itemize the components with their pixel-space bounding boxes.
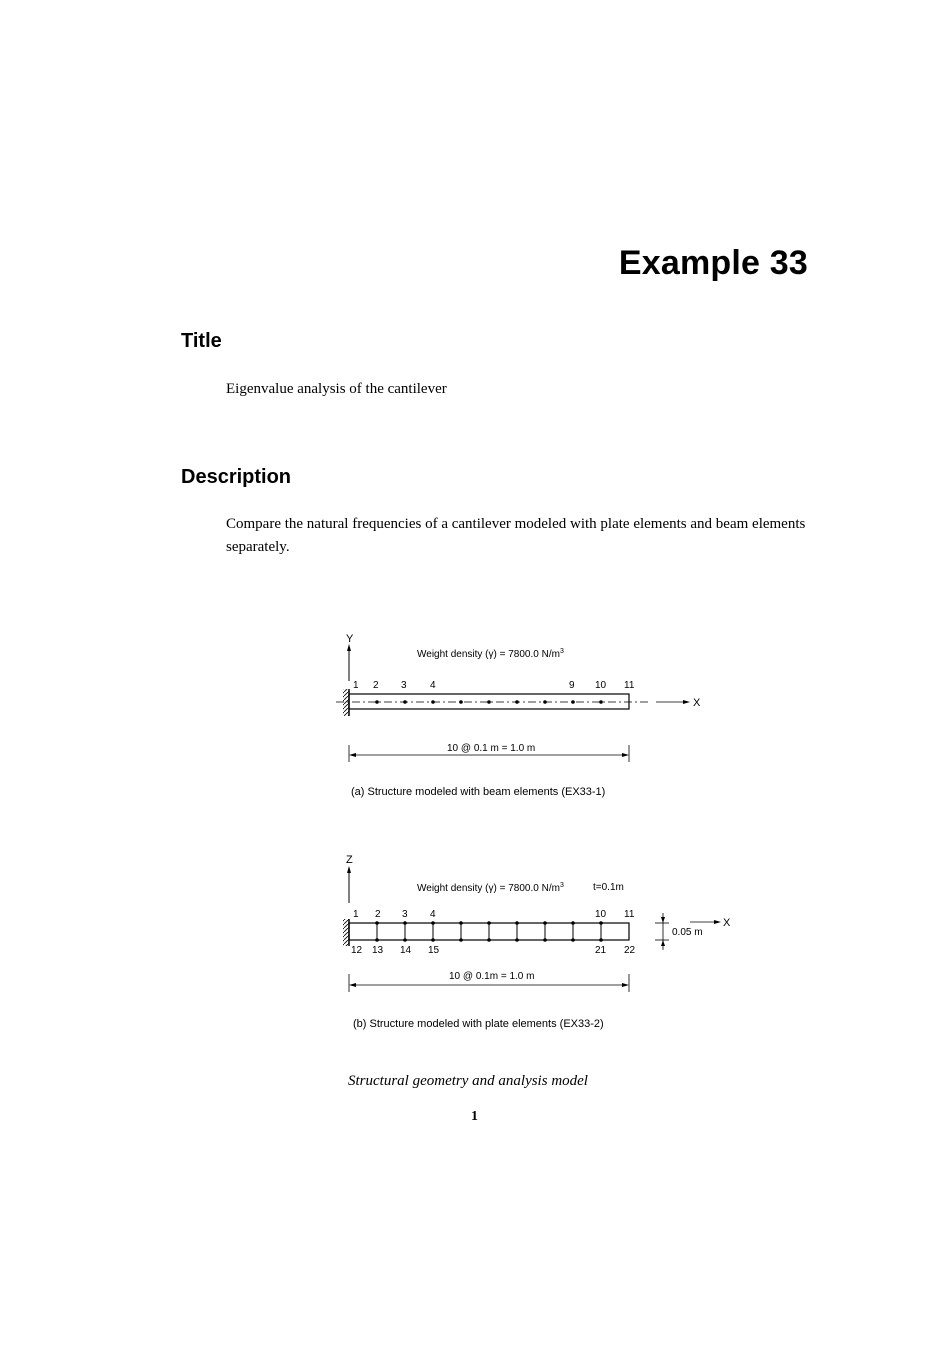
plate-node-label: 3 bbox=[402, 909, 408, 920]
plate-node-label: 12 bbox=[351, 945, 363, 956]
description-heading: Description bbox=[181, 466, 292, 488]
plate-model-diagram bbox=[343, 854, 731, 1030]
plate-axis-z: Z bbox=[346, 854, 353, 866]
title-text: Eigenvalue analysis of the cantilever bbox=[226, 381, 447, 397]
beam-axis-x: X bbox=[693, 697, 701, 709]
example-title: Example 33 bbox=[618, 244, 808, 282]
beam-node-label: 3 bbox=[401, 680, 407, 691]
beam-node-label: 1 bbox=[353, 680, 359, 691]
beam-model-diagram bbox=[336, 633, 701, 798]
beam-caption: (a) Structure modeled with beam elements (EX33-1) bbox=[351, 786, 606, 798]
plate-height-dimension: 0.05 m bbox=[672, 927, 703, 938]
beam-node-label: 9 bbox=[569, 680, 575, 691]
beam-node-label: 10 bbox=[595, 680, 607, 691]
plate-node-label: 4 bbox=[430, 909, 436, 920]
plate-node-label: 15 bbox=[428, 945, 440, 956]
plate-thickness: t=0.1m bbox=[593, 882, 624, 893]
beam-fixed-support bbox=[343, 689, 349, 716]
beam-dimension: 10 @ 0.1 m = 1.0 m bbox=[447, 743, 536, 754]
plate-node-label: 21 bbox=[595, 945, 607, 956]
plate-axis-x: X bbox=[723, 917, 731, 929]
plate-node-label: 10 bbox=[595, 909, 607, 920]
beam-axis-y: Y bbox=[346, 633, 354, 645]
plate-node-label: 22 bbox=[624, 945, 636, 956]
plate-node-label: 1 bbox=[353, 909, 359, 920]
plate-dimension: 10 @ 0.1m = 1.0 m bbox=[449, 971, 535, 982]
beam-node-label: 11 bbox=[624, 680, 635, 691]
plate-caption: (b) Structure modeled with plate elements (EX33-2) bbox=[353, 1018, 604, 1030]
figure-caption: Structural geometry and analysis model bbox=[348, 1073, 588, 1089]
title-heading: Title bbox=[181, 330, 222, 352]
description-text: Compare the natural frequencies of a cantilever modeled with plate elements and beam elements separately. bbox=[226, 516, 806, 555]
plate-node-label: 14 bbox=[400, 945, 412, 956]
beam-node-label: 2 bbox=[373, 680, 379, 691]
beam-node-label: 4 bbox=[430, 680, 436, 691]
plate-node-label: 2 bbox=[375, 909, 381, 920]
plate-fixed-support bbox=[343, 919, 349, 946]
page-number: 1 bbox=[471, 1109, 478, 1124]
plate-weight-density: Weight density (γ) = 7800.0 $N/m^3$ bbox=[417, 882, 564, 894]
plate-node-label: 11 bbox=[624, 909, 635, 920]
beam-weight-density: Weight density (γ) = 7800.0 $N/m^3$ bbox=[417, 648, 564, 660]
plate-node-label: 13 bbox=[372, 945, 384, 956]
